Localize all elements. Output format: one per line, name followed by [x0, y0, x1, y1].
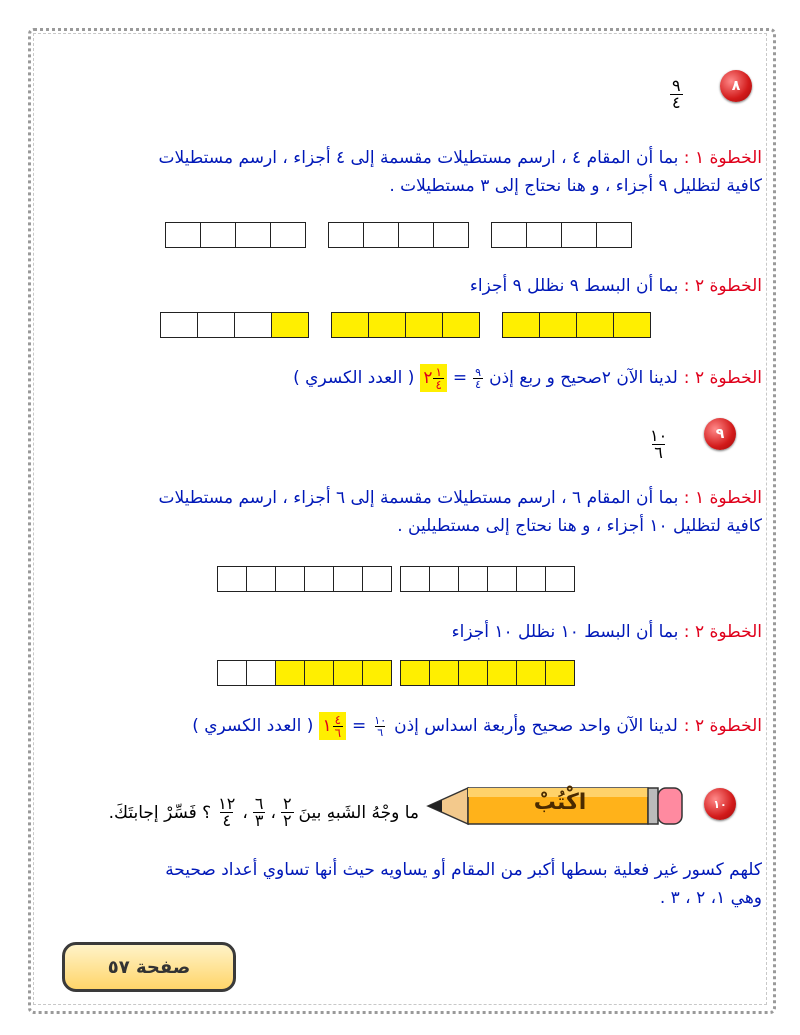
rectangle-part	[246, 661, 275, 685]
rectangle-part	[401, 567, 429, 591]
fraction-numerator: ٩	[475, 365, 482, 379]
question-fraction-2	[253, 796, 266, 829]
eq-fraction	[473, 367, 483, 390]
rectangle-part	[368, 313, 405, 337]
rectangle-part	[503, 313, 539, 337]
rectangle-part	[363, 223, 398, 247]
equals-sign: =	[452, 368, 468, 388]
step-text: بما أن المقام ٤ ، ارسم مستطيلات مقسمة إلى ٤ أجزاء ، ارسم مستطيلات	[158, 148, 679, 168]
problem-8-number: ٨	[731, 78, 741, 94]
problem-8-step1	[42, 144, 762, 200]
fraction-rectangle	[217, 566, 392, 592]
rectangle-part	[332, 313, 368, 337]
rectangle-part	[526, 223, 561, 247]
problem-8-shaded-rectangles	[160, 312, 651, 338]
step-label: الخطوة ٢ :	[683, 622, 762, 642]
rectangle-part	[458, 567, 487, 591]
rectangle-part	[561, 223, 596, 247]
question-end: ؟ فَسِّرْ إجابتَكَ.	[108, 802, 212, 823]
problem-9-fraction	[648, 428, 669, 461]
rectangle-part	[333, 567, 362, 591]
fraction-rectangle	[160, 312, 309, 338]
problem-9-empty-rectangles	[217, 566, 575, 592]
rectangle-part	[429, 661, 458, 685]
question-fraction-3	[216, 796, 237, 829]
problem-9-step1	[42, 484, 762, 540]
question-fraction-1	[281, 796, 294, 829]
rectangle-part	[362, 567, 391, 591]
fraction-denominator: ٤	[435, 377, 442, 392]
fraction-rectangle	[331, 312, 480, 338]
rectangle-part	[398, 223, 433, 247]
step-text-line2: كافية لتظليل ٩ أجزاء ، و هنا نحتاج إلى ٣ مستطيلات .	[389, 176, 762, 196]
problem-10-number: ١٠	[713, 797, 727, 811]
rectangle-part	[487, 661, 516, 685]
problem-8-fraction	[670, 78, 683, 111]
page-number-tag	[62, 942, 236, 992]
rectangle-part	[405, 313, 442, 337]
fraction-numerator: ٩	[672, 76, 681, 95]
fraction-rectangle	[165, 222, 306, 248]
step-tail: ( العدد الكسري )	[192, 716, 314, 736]
step-text: لدينا الآن واحد صحيح وأربعة اسداس إذن	[394, 716, 678, 736]
rectangle-part	[329, 223, 363, 247]
rectangle-part	[235, 223, 270, 247]
fraction-denominator: ٢	[282, 811, 292, 830]
fraction-denominator: ٤	[672, 93, 681, 112]
rectangle-part	[516, 661, 545, 685]
rectangle-part	[246, 567, 275, 591]
fraction-rectangle	[217, 660, 392, 686]
page-number-label: صفحة ٥٧	[107, 956, 191, 978]
rectangle-part	[442, 313, 479, 337]
step-text-line2: كافية لتظليل ١٠ أجزاء ، و هنا نحتاج إلى مستطيلين .	[397, 516, 762, 536]
fraction-rectangle	[400, 660, 575, 686]
problem-9-badge	[704, 418, 736, 450]
step-tail: ( العدد الكسري )	[293, 368, 415, 388]
rectangle-part	[487, 567, 516, 591]
rectangle-part	[433, 223, 468, 247]
problem-10-question	[34, 796, 419, 829]
rectangle-part	[275, 567, 304, 591]
fraction-numerator: ١٢	[218, 794, 236, 813]
rectangle-part	[166, 223, 200, 247]
step-label: الخطوة ٢ :	[683, 368, 762, 388]
rectangle-part	[200, 223, 235, 247]
write-banner-label: اكْتُبْ	[533, 790, 587, 815]
rectangle-part	[234, 313, 271, 337]
step-text: بما أن المقام ٦ ، ارسم مستطيلات مقسمة إلى ٦ أجزاء ، ارسم مستطيلات	[158, 488, 679, 508]
fraction-numerator: ٢	[282, 794, 292, 813]
question-text: ما وجْهُ الشَبهِ بينَ	[298, 802, 419, 823]
problem-9-step2	[42, 618, 762, 646]
rectangle-part	[545, 661, 574, 685]
rectangle-part	[304, 661, 333, 685]
fraction-numerator: ٦	[254, 794, 264, 813]
rectangle-part	[613, 313, 650, 337]
fraction-numerator: ٤	[334, 712, 342, 727]
fraction-denominator: ٦	[334, 725, 342, 740]
fraction-rectangle	[491, 222, 632, 248]
rectangle-part	[161, 313, 197, 337]
step-label: الخطوة ٢ :	[683, 276, 762, 296]
rectangle-part	[401, 661, 429, 685]
problem-8-empty-rectangles	[165, 222, 632, 248]
rectangle-part	[539, 313, 576, 337]
problem-9-shaded-rectangles	[217, 660, 575, 686]
mixed-number	[420, 364, 447, 392]
rectangle-part	[492, 223, 526, 247]
problem-9-number: ٩	[715, 426, 725, 442]
step-label: الخطوة ٢ :	[683, 716, 762, 736]
problem-8-step3	[42, 364, 762, 392]
fraction-denominator: ٦	[377, 725, 384, 739]
rectangle-part	[458, 661, 487, 685]
rectangle-part	[270, 223, 305, 247]
problem-10-answer	[42, 856, 762, 912]
rectangle-part	[429, 567, 458, 591]
fraction-rectangle	[400, 566, 575, 592]
fraction-denominator: ٤	[222, 811, 232, 830]
mixed-whole: ٢	[423, 368, 433, 388]
rectangle-part	[362, 661, 391, 685]
answer-line-2: وهي ١، ٢ ، ٣ .	[659, 888, 762, 908]
rectangle-part	[333, 661, 362, 685]
eq-fraction	[372, 715, 388, 738]
fraction-rectangle	[328, 222, 469, 248]
problem-10-badge	[704, 788, 736, 820]
rectangle-part	[516, 567, 545, 591]
fraction-numerator: ١٠	[650, 426, 668, 445]
step-text: بما أن البسط ٩ نظلل ٩ أجزاء	[469, 276, 679, 296]
step-label: الخطوة ١ :	[683, 488, 762, 508]
rectangle-part	[218, 661, 246, 685]
rectangle-part	[545, 567, 574, 591]
separator: ،	[242, 802, 248, 823]
mixed-number	[319, 712, 346, 740]
rectangle-part	[576, 313, 613, 337]
rectangle-part	[304, 567, 333, 591]
fraction-numerator: ١٠	[374, 713, 387, 727]
rectangle-part	[197, 313, 234, 337]
step-label: الخطوة ١ :	[683, 148, 762, 168]
step-text: بما أن البسط ١٠ نظلل ١٠ أجزاء	[451, 622, 679, 642]
problem-8-step2	[42, 272, 762, 300]
answer-line-1: كلهم كسور غير فعلية بسطها أكبر من المقام أو يساويه حيث أنها تساوي أعداد صحيحة	[165, 860, 762, 880]
step-text: لدينا الآن ٢صحيح و ربع إذن	[489, 368, 678, 388]
fraction-denominator: ٤	[475, 377, 482, 391]
rectangle-part	[275, 661, 304, 685]
equals-sign: =	[352, 716, 367, 736]
rectangle-part	[218, 567, 246, 591]
separator: ،	[270, 802, 276, 823]
mixed-whole: ١	[322, 716, 332, 736]
rectangle-part	[271, 313, 308, 337]
fraction-denominator: ٣	[254, 811, 264, 830]
problem-9-step3	[42, 712, 762, 740]
fraction-denominator: ٦	[654, 443, 663, 462]
problem-8-badge	[720, 70, 752, 102]
rectangle-part	[596, 223, 631, 247]
fraction-rectangle	[502, 312, 651, 338]
fraction-numerator: ١	[435, 364, 442, 379]
